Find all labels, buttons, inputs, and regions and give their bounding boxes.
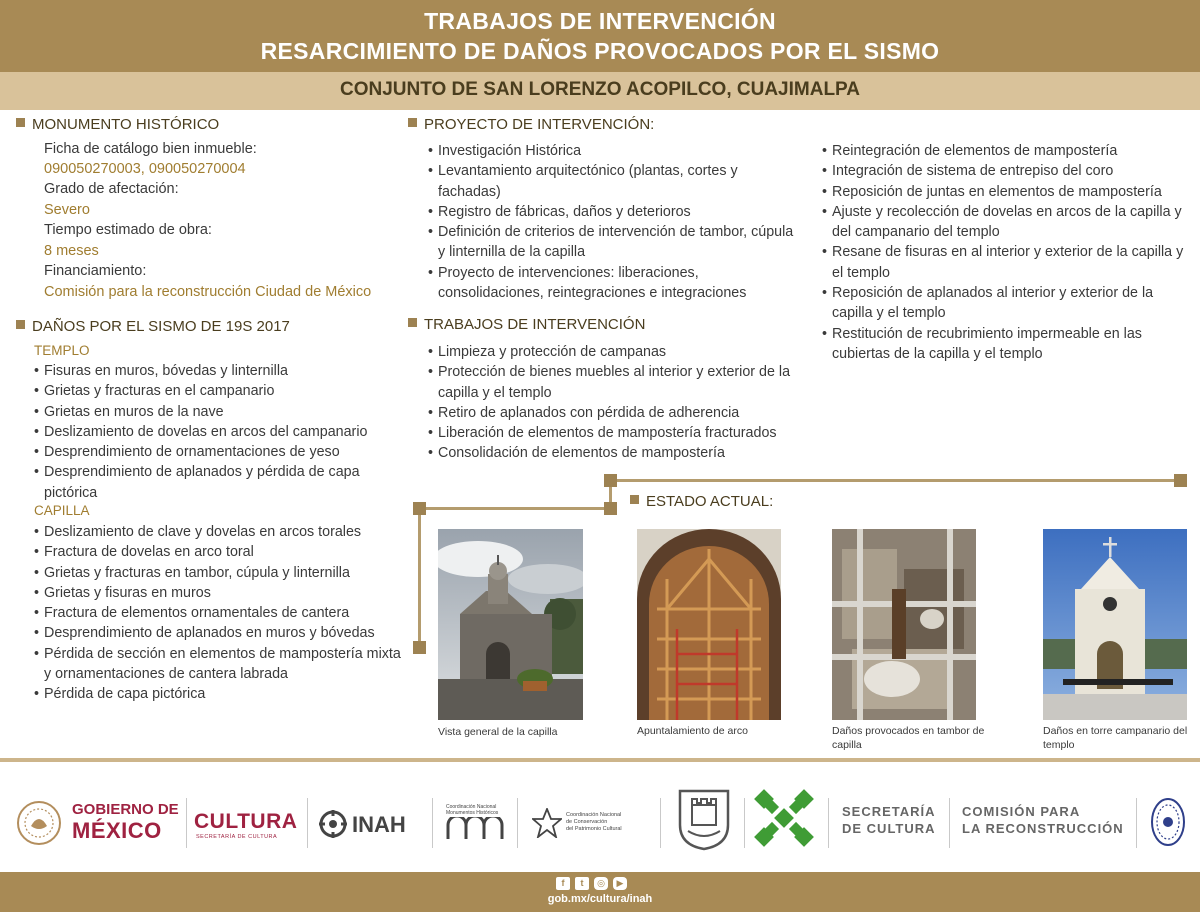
proyecto-list xyxy=(428,141,800,303)
page-title-line-2: RESARCIMIENTO DE DAÑOS PROVOCADOS POR EL SISMO xyxy=(260,38,940,64)
list-item: • Ajuste y recolección de dovelas en arcos de la capilla y del campanario del templo xyxy=(822,202,1192,243)
gobierno-logo-line1: GOBIERNO DE xyxy=(72,801,179,818)
danos-section-title: DAÑOS POR EL SISMO DE 19S 2017 xyxy=(16,318,290,335)
trabajos-continued-list xyxy=(822,141,1192,364)
logo-divider xyxy=(949,798,950,848)
connector-node xyxy=(604,502,617,515)
facebook-icon[interactable]: f xyxy=(556,877,570,890)
list-item: • Registro de fábricas, daños y deterioros xyxy=(428,202,800,222)
connector-node xyxy=(604,474,617,487)
cncpc-line3: del Patrimonio Cultural xyxy=(566,826,622,832)
photo-caption: Apuntalamiento de arco xyxy=(637,725,748,737)
arch-shoring-photo xyxy=(637,529,781,720)
logo-divider xyxy=(432,798,433,848)
cdmx-shield-icon xyxy=(676,787,732,856)
logo-divider xyxy=(186,798,187,848)
list-item: • Deslizamiento de dovelas en arcos del campanario xyxy=(34,422,414,442)
list-item: • Reintegración de elementos de mampostería xyxy=(822,141,1192,161)
photo-caption: Vista general de la capilla xyxy=(438,726,558,738)
list-item: • Grietas y fracturas en el campanario xyxy=(34,381,414,401)
gobierno-logo-line2: MÉXICO xyxy=(72,818,162,843)
square-bullet-icon xyxy=(408,118,417,127)
page-subtitle: CONJUNTO DE SAN LORENZO ACOPILCO, CUAJIMALPA xyxy=(339,79,861,100)
list-item: • Consolidación de elementos de mampostería xyxy=(428,443,800,463)
square-bullet-icon xyxy=(408,318,417,327)
trabajos-list xyxy=(428,342,800,464)
templo-label: TEMPLO xyxy=(34,343,90,358)
columns-icon xyxy=(446,817,504,844)
trabajos-section-title: TRABAJOS DE INTERVENCIÓN xyxy=(408,316,645,333)
list-item: • Desprendimiento de aplanados en muros y bóvedas xyxy=(34,623,406,643)
secretaria-line1: SECRETARÍA xyxy=(842,804,936,819)
capilla-label: CAPILLA xyxy=(34,503,90,518)
subtitle-band xyxy=(0,72,1200,110)
cultura-logo-sub: SECRETARÍA DE CULTURA xyxy=(196,834,278,840)
logo-strip-border xyxy=(0,758,1200,762)
square-bullet-icon xyxy=(16,320,25,329)
square-bullet-icon xyxy=(630,495,639,504)
connector-line xyxy=(419,507,611,510)
cultura-logo: CULTURA xyxy=(194,810,298,833)
tiempo-value: 8 meses xyxy=(44,243,99,259)
logo-divider xyxy=(744,798,745,848)
connector-node xyxy=(413,502,426,515)
connector-line xyxy=(610,479,1180,482)
cncpc-star-icon xyxy=(532,808,562,843)
comision-line2: LA RECONSTRUCCIÓN xyxy=(962,821,1124,836)
cdmx-x-logo-icon xyxy=(752,782,816,859)
ficha-label: Ficha de catálogo bien inmueble: xyxy=(44,141,257,157)
inah-emblem-icon xyxy=(316,809,350,844)
grado-label: Grado de afectación: xyxy=(44,181,179,197)
secretaria-line2: DE CULTURA xyxy=(842,821,936,836)
list-item: • Integración de sistema de entrepiso del coro xyxy=(822,161,1192,181)
instagram-icon[interactable]: ◎ xyxy=(594,877,608,890)
logo-divider xyxy=(307,798,308,848)
youtube-icon[interactable]: ▶ xyxy=(613,877,627,890)
logo-divider xyxy=(660,798,661,848)
templo-damage-list xyxy=(34,361,414,503)
list-item: • Fisuras en muros, bóvedas y linternilla xyxy=(34,361,414,381)
mexico-seal-icon xyxy=(16,800,62,851)
cnmh-logo-line2: Monumentos Históricos xyxy=(446,810,499,816)
list-item: • Reposición de juntas en elementos de mampostería xyxy=(822,182,1192,202)
photo-caption: Daños en torre campanario del templo xyxy=(1043,725,1188,751)
twitter-icon[interactable]: t xyxy=(575,877,589,890)
list-item: • Definición de criterios de intervención de tambor, cúpula y linternilla de la capilla xyxy=(428,222,800,263)
financiamiento-value: Comisión para la reconstrucción Ciudad de México xyxy=(44,284,372,300)
list-item: • Grietas y fracturas en tambor, cúpula y linternilla xyxy=(34,563,406,583)
municipal-seal-icon xyxy=(1150,797,1186,852)
list-item: • Fractura de dovelas en arco toral xyxy=(34,542,406,562)
list-item: • Pérdida de sección en elementos de mampostería mixta y ornamentaciones de cantera labrada xyxy=(34,644,406,685)
list-item: • Proyecto de intervenciones: liberaciones, consolidaciones, reintegraciones e integraciones xyxy=(428,263,800,304)
header-banner xyxy=(0,0,1200,72)
list-item: • Grietas y fisuras en muros xyxy=(34,583,406,603)
grado-value: Severo xyxy=(44,202,90,218)
list-item: • Levantamiento arquitectónico (plantas, cortes y fachadas) xyxy=(428,161,800,202)
estado-section-title: ESTADO ACTUAL: xyxy=(630,493,773,510)
tiempo-label: Tiempo estimado de obra: xyxy=(44,222,212,238)
proyecto-section-title: PROYECTO DE INTERVENCIÓN: xyxy=(408,116,654,133)
cncpc-line1: Coordinación Nacional xyxy=(566,812,622,818)
list-item: • Limpieza y protección de campanas xyxy=(428,342,800,362)
list-item: • Deslizamiento de clave y dovelas en arcos torales xyxy=(34,522,406,542)
footer-bar xyxy=(0,872,1200,912)
ficha-value: 090050270003, 090050270004 xyxy=(44,161,246,177)
drum-damage-photo xyxy=(832,529,976,720)
chapel-photo xyxy=(438,529,583,720)
square-bullet-icon xyxy=(16,118,25,127)
financiamiento-label: Financiamiento: xyxy=(44,263,147,279)
list-item: • Investigación Histórica xyxy=(428,141,800,161)
photo-caption: Daños provocados en tambor de capilla xyxy=(832,725,985,751)
page-title-line-1: TRABAJOS DE INTERVENCIÓN xyxy=(424,8,776,34)
list-item: • Desprendimiento de aplanados y pérdida de capa pictórica xyxy=(34,462,414,503)
logo-divider xyxy=(1136,798,1137,848)
connector-node xyxy=(1174,474,1187,487)
list-item: • Resane de fisuras en al interior y exterior de la capilla y el templo xyxy=(822,242,1192,283)
list-item: • Reposición de aplanados al interior y exterior de la capilla y el templo xyxy=(822,283,1192,324)
monumento-section-title: MONUMENTO HISTÓRICO xyxy=(16,116,219,133)
logo-divider xyxy=(828,798,829,848)
capilla-damage-list xyxy=(34,522,406,705)
list-item: • Liberación de elementos de mampostería fracturados xyxy=(428,423,800,443)
cncpc-line2: de Conservación xyxy=(566,819,608,825)
bell-tower-photo xyxy=(1043,529,1187,720)
logo-divider xyxy=(517,798,518,848)
list-item: • Fractura de elementos ornamentales de cantera xyxy=(34,603,406,623)
inah-logo: INAH xyxy=(352,812,406,837)
comision-line1: COMISIÓN PARA xyxy=(962,804,1081,819)
connector-node xyxy=(413,641,426,654)
list-item: • Restitución de recubrimiento impermeable en las cubiertas de la capilla y el templo xyxy=(822,324,1192,365)
footer-url[interactable]: gob.mx/cultura/inah xyxy=(547,893,653,905)
list-item: • Grietas en muros de la nave xyxy=(34,402,414,422)
cnmh-logo-line1: Coordinación Nacional xyxy=(446,804,497,810)
list-item: • Desprendimiento de ornamentaciones de yeso xyxy=(34,442,414,462)
list-item: • Protección de bienes muebles al interior y exterior de la capilla y el templo xyxy=(428,362,800,403)
list-item: • Pérdida de capa pictórica xyxy=(34,684,406,704)
list-item: • Retiro de aplanados con pérdida de adherencia xyxy=(428,403,800,423)
connector-line xyxy=(418,507,421,647)
